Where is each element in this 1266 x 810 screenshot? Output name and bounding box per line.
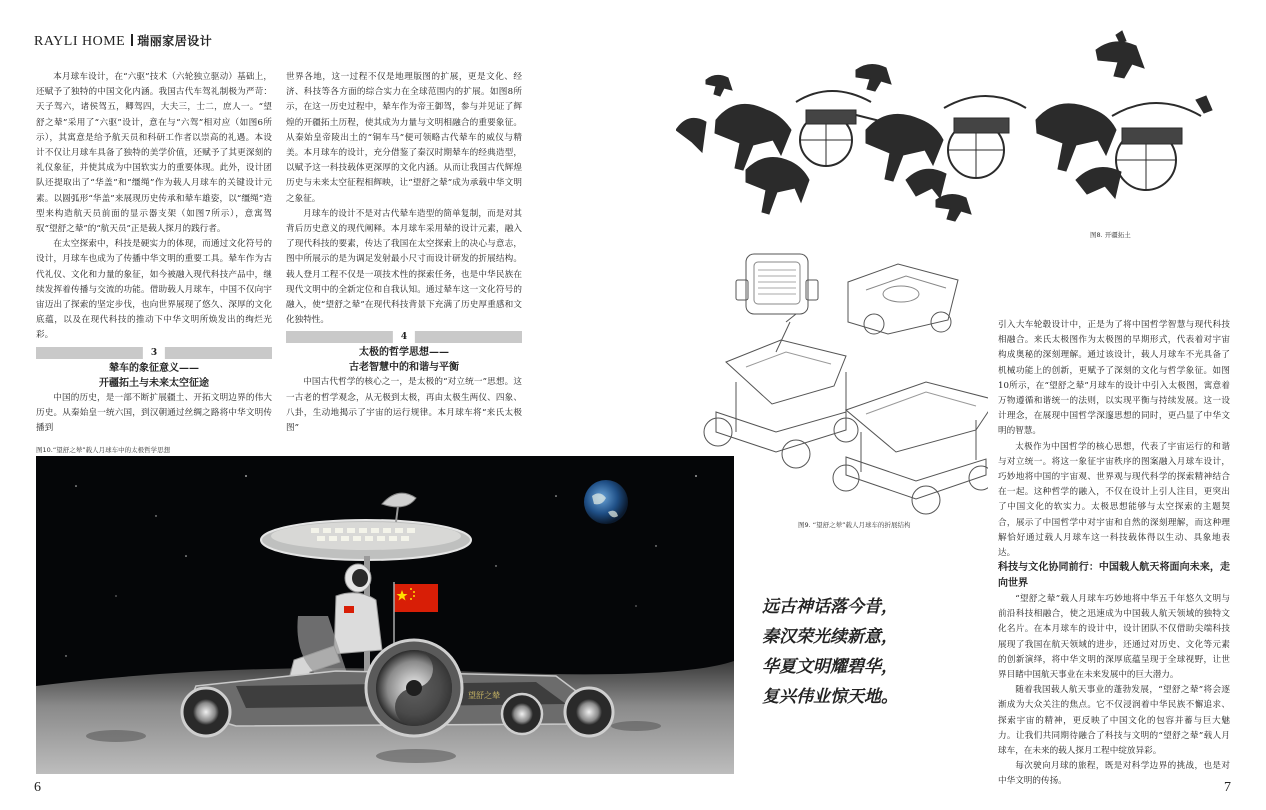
figure-9-folding-structure xyxy=(696,242,988,520)
page-number-right: 7 xyxy=(1224,780,1231,795)
chariot-rubbing-image xyxy=(676,30,1236,230)
text-column-3-section xyxy=(998,560,1230,790)
header-divider xyxy=(131,34,133,46)
poem-line: 秦汉荣光续新意， xyxy=(762,627,898,647)
paragraph: 月球车的设计不是对古代辇车造型的简单复制，而是对其背后历史意义的现代阐释。本月球车采用辇的设计元素，融入了现代科技的要素，传达了我国在太空探索上的决心与意志，图中所展示的是为调足发射最小尺寸而设计研发的折展结构。载人登月工程不仅是一项技术性的探索任务，也是中华民族在现代文明中的全新定位和自我认知。通过辇车这一文化符号的融入，使“望舒之辇”在现代科技背景下充满了历史厚重感和文化独特性。 xyxy=(286,208,522,326)
paragraph: 每次驶向月球的旅程，既是对科学边界的挑战，也是对中华文明的传扬。 xyxy=(998,761,1230,787)
text-column-1 xyxy=(36,70,272,436)
rover-name-badge: 望舒之辇 xyxy=(468,691,500,700)
earth xyxy=(584,480,628,524)
section-number-bar xyxy=(36,347,272,359)
brand-cn: 瑞丽家居设计 xyxy=(137,34,213,48)
magazine-header xyxy=(34,32,212,50)
paragraph: 本月球车设计，在“六驱”技术（六轮独立驱动）基础上，还赋予了独特的中国文化内涵。我国古代车驾礼制极为严苛：天子驾六，诸侯驾五，卿驾四，大夫三，士二，庶人一。“望舒之辇”采用了“六驱”设计，意在与“六驾”相对应（如图6所示），其寓意是给予航天员和科研工作者以崇高的礼遇。本设计不仅让月球车具备了独特的美学价值，还赋予了其更深刻的礼仪象征，并使其成为中国软实力的重要体现。此外，设计团队还提取出了“华盖”和“缰绳”作为载人月球车的关键设计元素。以圆弧形“华盖”来展现历史传承和辇车雄姿，以“缰绳”造型来构造航天员前面的显示器支架（如图7所示），意寓驾驭“望舒之辇”的“航天员”正是载人探月的践行者。 xyxy=(36,72,272,235)
poem-line: 复兴伟业惊天地。 xyxy=(762,687,898,707)
page-number-left: 6 xyxy=(34,780,41,795)
antenna-dish xyxy=(382,493,416,507)
paragraph: 世界各地，这一过程不仅是地理版图的扩展，更是文化、经济、科技等各方面的综合实力在全球范围内的扩展。如图8所示，在这一历史过程中，辇车作为帝王御驾，参与并见证了辉煌的开疆拓土历程，使其成为力量与文明相融合的重要象征。从秦始皇帝陵出土的“铜车马”便可领略古代辇车的威仪与精美。本月球车的设计，充分借鉴了秦汉时期辇车的经典造型，以赋予这一科技载体更深厚的文化内涵。从而让我国古代辉煌历史与未来太空征程相辉映，让“望舒之辇”成为承载中华文明之象征。 xyxy=(286,72,522,204)
figure-10-lunar-rover-image xyxy=(36,456,734,774)
paragraph: 引入大车轮毂设计中，正是为了将中国哲学智慧与现代科技相融合。来氏太极图作为太极图的早期形式，代表着对宇宙构成奥秘的深刻理解。通过该设计，载人月球车不光具备了机械功能上的创新，更赋予了深刻的文化与哲学象征。如图10所示，在“望舒之辇”月球车的设计中引入太极图，寓意着万物遵循和谐统一的法则，以实现平衡与持续发展。这一设计理念，在展现中国哲学深邃思想的同时，更凸显了中华文明的智慧。 xyxy=(998,320,1230,437)
section-title: 太极的哲学思想—— xyxy=(359,347,449,359)
paragraph: 中国的历史，是一部不断扩展疆土、开拓文明边界的伟大历史。从秦始皇一统六国，到汉朝通过丝绸之路将中华文明传播到 xyxy=(36,392,272,434)
poem-line: 远古神话落今昔， xyxy=(762,597,898,617)
brand-en: RAYLI HOME xyxy=(34,34,126,49)
figure-10-caption: 图10.“望舒之辇”载人月球车中的太极哲学思想 xyxy=(36,446,171,454)
paragraph: 在太空探索中，科技是硬实力的体现，而通过文化符号的设计，月球车也成为了传播中华文明的重要工具。辇车作为古代礼仪、文化和力量的象征，如今被融入现代科技产品中，继续发挥着传播与交流的功能。借助载人月球车，中国不仅向宇宙迈出了探索的坚定步伐，也向世界展现了悠久、深厚的文化底蕴，以及在现代科技的推动下中华文明所焕发出的绚烂光彩。 xyxy=(36,239,272,341)
taiji-wheel xyxy=(366,640,462,736)
paragraph: “望舒之辇”载人月球车巧妙地将中华五千年悠久文明与前沿科技相融合，使之迅速成为中国载人航天领域的独特文化名片。在本月球车的设计中，设计团队不仅借助尖端科技展现了我国在航天领域的进步，还通过对历史、文化等元素的创新演绎，将中华文明的深厚底蕴呈现于全球视野，让世界目睹中国航天事业在未来发展中的巨大潜力。 xyxy=(998,594,1230,681)
text-column-2 xyxy=(286,70,522,436)
paragraph: 中国古代哲学的核心之一，是太极的“对立统一”思想。这一古老的哲学观念，从无极到太极，再由太极生两仪、四象、八卦，生动地揭示了宇宙的运行规律。本月球车将“来氏太极图” xyxy=(286,377,522,434)
section-number-bar xyxy=(286,331,522,343)
rover-wheel xyxy=(565,688,613,736)
section-subtitle: 古老智慧中的和谐与平衡 xyxy=(349,362,459,374)
text-column-3 xyxy=(998,318,1230,561)
paragraph: 太极作为中国哲学的核心思想，代表了宇宙运行的和谐与对立统一。将这一象征宇宙秩序的图案融入月球车设计，巧妙地将中国的宇宙观、世界观与现代科学的探索精神结合在一起。这种哲学的融入，不仅在设计上引人注目，更突出了中国文化的软实力。太极思想能够与太空探索的主题契合，展示了中国哲学中对宇宙和自然的深刻理解，而这种理解恰好通过载人月球车这一科技载体得以生动、具象地表达。 xyxy=(998,441,1230,559)
section-title: 辇车的象征意义—— xyxy=(109,362,199,374)
figure-9-caption: 图9. “望舒之辇”载人月球车的折展结构 xyxy=(798,521,911,529)
rover-wheel xyxy=(502,694,542,734)
section-number: 3 xyxy=(143,347,165,359)
poem-line: 华夏文明耀碧华， xyxy=(762,657,898,677)
rover-wheel xyxy=(182,688,230,736)
poem xyxy=(762,592,898,712)
paragraph: 随着我国载人航天事业的蓬勃发展，“望舒之辇”将会逐渐成为大众关注的焦点。它不仅浸润着中华民族不懈追求、探索宇宙的精神，更反映了中国文化的包容并蓄与巨大魅力。让我们共同期待融合了科技与文明的“望舒之辇”载人月球车，在未来的载人探月工程中绽放异彩。 xyxy=(998,685,1230,757)
lunar-rover-scene xyxy=(36,456,734,774)
figure-8-caption: 图8. 开疆拓土 xyxy=(1090,231,1131,239)
folding-structure-image xyxy=(696,242,988,520)
figure-8-chariot-rubbing xyxy=(676,30,1236,230)
section-number: 4 xyxy=(393,331,415,343)
section-heading: 科技与文化协同前行：中国载人航天将面向未来，走向世界 xyxy=(998,562,1230,589)
section-subtitle: 开疆拓土与未来太空征途 xyxy=(99,377,209,389)
